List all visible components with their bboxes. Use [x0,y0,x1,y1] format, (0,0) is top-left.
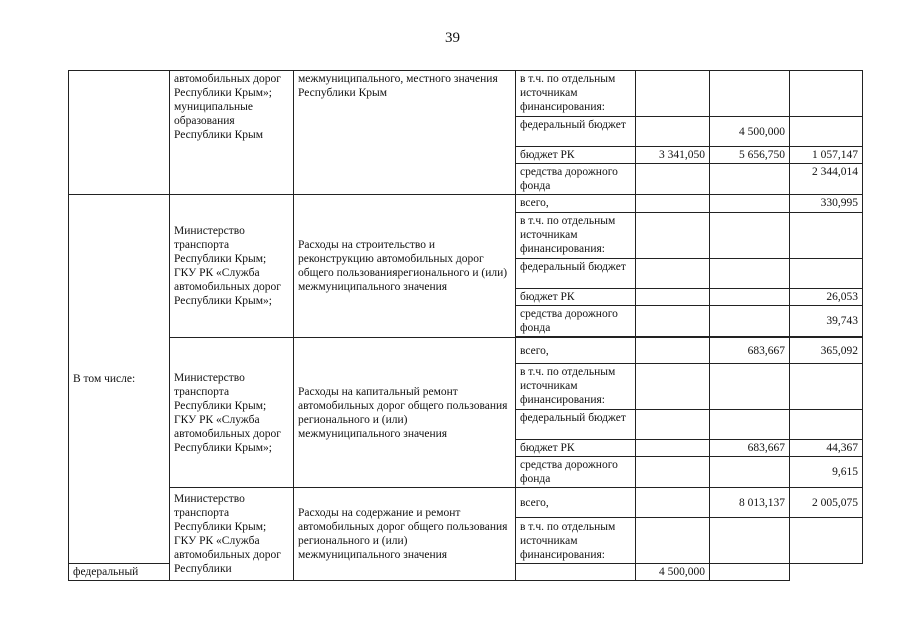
value-cell [636,117,710,147]
value-cell [790,117,863,147]
source-label: всего, [516,488,636,518]
value-cell: 26,053 [790,289,863,306]
value-cell [710,71,790,117]
value-cell [636,289,710,306]
value-cell [710,289,790,306]
value-cell [790,364,863,410]
source-label: в т.ч. по отдельным источникам финансирования: [516,213,636,259]
source-label: бюджет РК [516,440,636,457]
source-label: в т.ч. по отдельным источникам финансирования: [516,364,636,410]
value-cell [636,488,710,518]
value-cell: 2 344,014 [790,164,863,195]
value-cell [790,213,863,259]
source-label: в т.ч. по отдельным источникам финансирования: [516,518,636,564]
value-cell: 8 013,137 [710,488,790,518]
value-cell: 4 500,000 [710,117,790,147]
value-cell [710,213,790,259]
table-row [69,338,863,364]
value-cell: 5 656,750 [710,147,790,164]
source-label: в т.ч. по отдельным источникам финансирования: [516,71,636,117]
value-cell: 1 057,147 [790,147,863,164]
value-cell [636,338,710,364]
table-row [69,488,863,518]
value-cell [710,364,790,410]
source-label: федеральный бюджет [516,410,636,440]
executor-cell: Министерство транспорта Республики Крым; ГКУ РК «Служба автомобильных дорог Республики [170,488,294,581]
value-cell: 3 341,050 [636,147,710,164]
value-cell [636,440,710,457]
value-cell [710,164,790,195]
value-cell: 683,667 [710,440,790,457]
value-cell [636,259,710,289]
value-cell [710,564,790,581]
value-cell: 683,667 [710,338,790,364]
table-row [69,195,863,213]
value-cell: 330,995 [790,195,863,213]
empty-cell [69,71,170,195]
source-label: федеральный [69,564,170,581]
value-cell [636,364,710,410]
value-cell [636,213,710,259]
value-cell [636,457,710,488]
source-label: средства дорожного фонда [516,164,636,195]
source-label: бюджет РК [516,289,636,306]
value-cell [790,71,863,117]
value-cell: 4 500,000 [636,564,710,581]
value-cell [636,195,710,213]
value-cell [636,71,710,117]
source-label: средства дорожного фонда [516,457,636,488]
activity-cell: Расходы на капитальный ремонт автомобильных дорог общего пользования регионального и (или) межмуниципального значения [294,338,516,488]
table-row [69,71,863,117]
value-cell [710,410,790,440]
activity-cell: Расходы на строительство и реконструкцию автомобильных дорог общего пользованиярегионального и (или) межмуниципального значения [294,195,516,338]
value-cell [636,518,710,564]
page-number: 39 [445,30,460,46]
value-cell [710,518,790,564]
value-cell [790,410,863,440]
value-cell [710,259,790,289]
value-cell: 2 005,075 [790,488,863,518]
value-cell [636,410,710,440]
source-label: всего, [516,338,636,364]
value-cell [636,306,710,337]
activity-cell: межмуниципального, местного значения Республики Крым [294,71,516,195]
value-cell: 44,367 [790,440,863,457]
source-label: средства дорожного фонда [516,306,636,337]
value-cell [516,564,636,581]
executor-cell: Министерство транспорта Республики Крым; ГКУ РК «Служба автомобильных дорог Республики Крым»; [170,195,294,338]
value-cell: 365,092 [790,338,863,364]
executor-cell: автомобильных дорог Республики Крым»; муниципальные образования Республики Крым [170,71,294,195]
executor-cell: Министерство транспорта Республики Крым; ГКУ РК «Служба автомобильных дорог Республики Крым»; [170,338,294,488]
source-label: бюджет РК [516,147,636,164]
activity-cell: Расходы на содержание и ремонт автомобильных дорог общего пользования регионального и (или) межмуниципального значения [294,488,516,581]
value-cell [710,306,790,337]
value-cell [710,457,790,488]
value-cell: 9,615 [790,457,863,488]
value-cell [710,195,790,213]
source-label: федеральный бюджет [516,259,636,289]
including-label: В том числе: [69,195,170,564]
financing-table [68,70,863,581]
value-cell: 39,743 [790,306,863,337]
source-label: федеральный бюджет [516,117,636,147]
value-cell [790,259,863,289]
source-label: всего, [516,195,636,213]
value-cell [790,518,863,564]
value-cell [636,164,710,195]
